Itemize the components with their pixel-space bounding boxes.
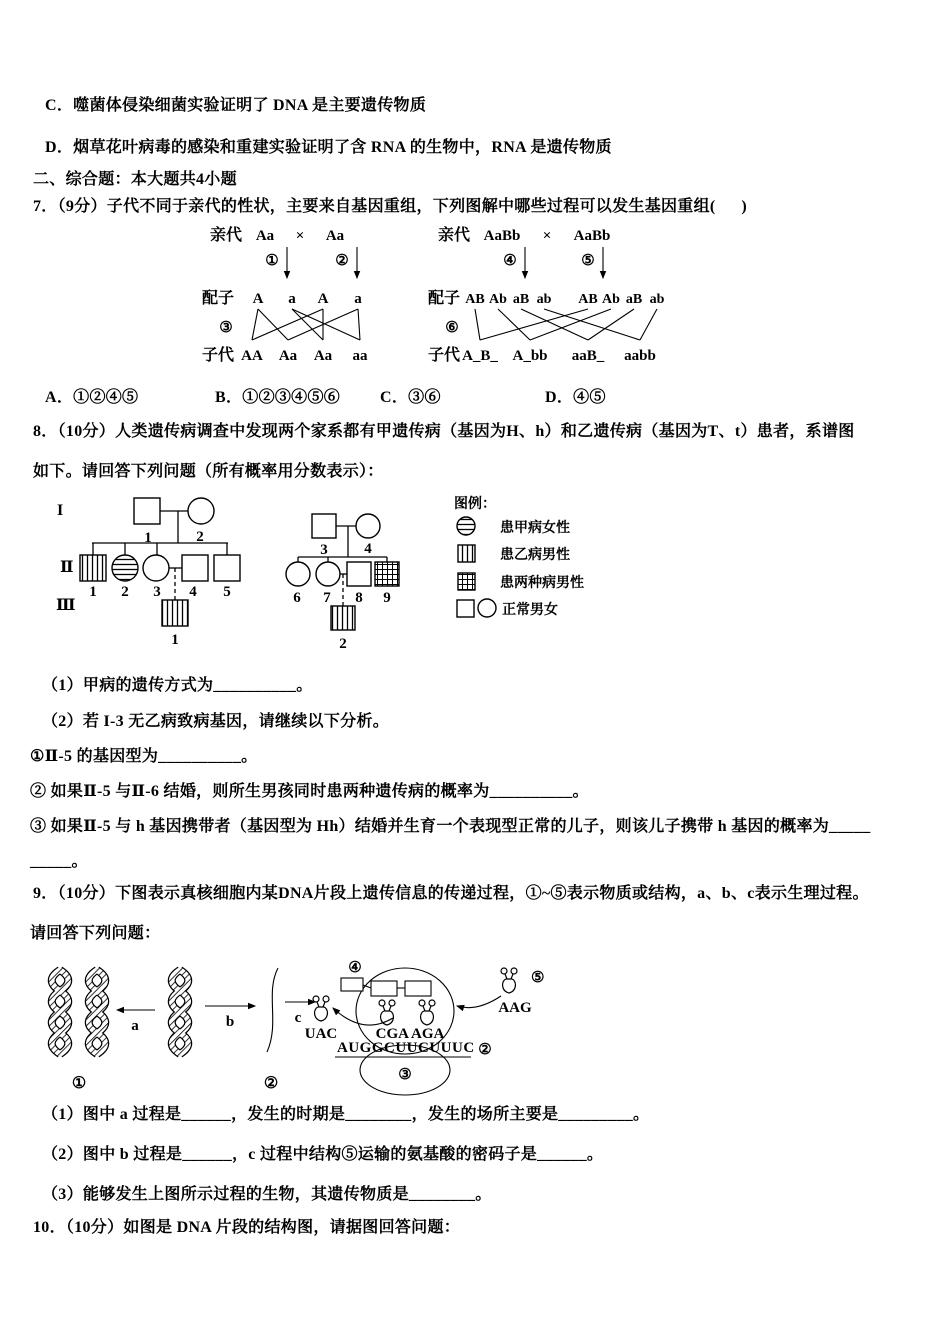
- q10-stem: 10．（10分）如图是 DNA 片段的结构图，请据图回答问题：: [33, 1219, 461, 1236]
- q6-option-d: D．烟草花叶病毒的感染和重建实验证明了含 RNA 的生物中，RNA 是遗传物质: [45, 139, 612, 156]
- num-II8: 8: [355, 590, 363, 606]
- pedigree-male-III2-affected-b: [331, 606, 355, 630]
- right-parent-2: AaBb: [573, 228, 611, 244]
- circled-1: ①: [265, 253, 279, 269]
- right-gamete-4: ab: [536, 292, 552, 307]
- dna-helix-copy-2: [89, 970, 106, 1054]
- num-II3: 3: [153, 584, 161, 600]
- legend-item-2: 患乙病男性: [500, 548, 570, 563]
- mrna-strand-curve: [267, 968, 278, 1052]
- num-II4: 4: [189, 584, 197, 600]
- legend-item-3: 患两种病男性: [500, 576, 584, 591]
- right-offspring-row-label: 子代: [428, 347, 461, 364]
- left-offspring-row-label: 子代: [202, 347, 235, 364]
- legend-item-1: 患甲病女性: [500, 521, 570, 536]
- pedigree-female-II3: [143, 555, 169, 581]
- uac-anticodon-label: UAC: [304, 1026, 338, 1042]
- right-gamete-8: ab: [649, 292, 665, 307]
- section-header: 二、综合题：本大题共4小题: [33, 171, 237, 188]
- circled-2-mrna: ②: [263, 1075, 279, 1092]
- circled-4: ④: [503, 253, 517, 269]
- left-offspring-2: Aa: [278, 348, 298, 364]
- num-I2: 2: [196, 529, 204, 545]
- right-gamete-row-label: 配子: [428, 290, 461, 307]
- trna-aga-icon: [419, 1000, 435, 1025]
- times-sign-left: ×: [295, 228, 305, 244]
- left-gamete-1: A: [252, 291, 264, 307]
- circled-2: ②: [335, 253, 349, 269]
- num-II2: 2: [121, 584, 129, 600]
- circled-4-polypeptide: ④: [348, 960, 362, 976]
- right-offspring-1: A_B_: [462, 348, 498, 364]
- q7-option-b: B．①②③④⑤⑥: [215, 389, 341, 406]
- aag-anticodon-label: AAG: [498, 1000, 532, 1016]
- q9-stem-line1: 9．（10分）下图表示真核细胞内某DNA片段上遗传信息的传递过程，①~⑤表示物质或结构，a、b、c表示生理过程。: [33, 885, 869, 902]
- circled-6: ⑥: [445, 320, 459, 336]
- q7-option-d: D．④⑤: [545, 389, 606, 406]
- incoming-trna-arrow: [457, 996, 501, 1008]
- pedigree-female-II6: [286, 562, 310, 586]
- q7-cross-diagram: [180, 222, 880, 374]
- q7-option-c: C．③⑥: [380, 389, 441, 406]
- num-I3: 3: [320, 542, 328, 558]
- q8-sub1: （1）甲病的遗传方式为__________。: [42, 677, 313, 694]
- pedigree-legend: [454, 495, 584, 618]
- dna-helix-template: [172, 970, 189, 1054]
- mrna-sequence: AUGGCUUCUUUC: [337, 1040, 475, 1056]
- left-gamete-3: A: [317, 291, 329, 307]
- q7-option-a: A．①②④⑤: [45, 389, 139, 406]
- right-parent-row-label: 亲代: [438, 227, 471, 244]
- legend-title: 图例：: [454, 497, 496, 512]
- pedigree-male-III1-affected-b: [162, 600, 188, 626]
- right-gamete-1: AB: [465, 292, 485, 307]
- legend-item-4: 正常男女: [502, 603, 558, 618]
- left-parent-2: Aa: [325, 228, 345, 244]
- q7-stem: 7．（9分）子代不同于亲代的性状，主要来自基因重组，下列图解中哪些过程可以发生基因重组( ): [33, 198, 747, 215]
- right-gamete-6: Ab: [602, 292, 620, 307]
- process-a-label: a: [131, 1018, 139, 1034]
- right-offspring-2: A_bb: [512, 348, 548, 364]
- pedigree-male-I1: [134, 498, 160, 524]
- q7-options-row: [0, 388, 950, 410]
- left-gamete-row-label: 配子: [202, 290, 235, 307]
- dna-helix-copy-1: [52, 970, 69, 1054]
- q8-sub2: （2）若 I-3 无乙病致病基因，请继续以下分析。: [42, 713, 390, 730]
- right-offspring-3: aaB_: [571, 348, 605, 364]
- right-parent-1: AaBb: [483, 228, 521, 244]
- right-offspring-4: aabb: [624, 348, 656, 364]
- times-sign-right: ×: [542, 228, 552, 244]
- num-II6: 6: [293, 590, 301, 606]
- num-III2: 2: [339, 636, 347, 652]
- left-family: [80, 498, 240, 648]
- legend-circle-hstripe-icon: [457, 517, 475, 535]
- left-cross-lines: [252, 309, 360, 340]
- trna-aag-icon: [501, 968, 517, 993]
- q8-stem-line1: 8．（10分）人类遗传病调查中发现两个家系都有甲遗传病（基因为H、h）和乙遗传病（基因为T、t）患者，系谱图: [33, 423, 855, 440]
- q8-pedigree-chart: [30, 492, 750, 652]
- pedigree-male-I3: [312, 514, 336, 538]
- pedigree-female-I4: [356, 514, 380, 538]
- pedigree-male-II1-affected-b: [80, 555, 106, 581]
- legend-circle-normal-icon: [478, 599, 496, 617]
- right-gamete-2: Ab: [489, 292, 507, 307]
- num-II1: 1: [89, 584, 97, 600]
- num-II9: 9: [383, 590, 391, 606]
- process-b-label: b: [225, 1014, 235, 1030]
- pedigree-male-II8: [347, 562, 371, 586]
- circled-2-after-mrna: ②: [478, 1042, 492, 1058]
- left-gamete-2: a: [288, 291, 296, 307]
- circled-3: ③: [219, 320, 233, 336]
- num-I1: 1: [144, 530, 152, 546]
- right-cross-lines: [475, 309, 657, 340]
- circled-1-dna: ①: [71, 1075, 87, 1092]
- q8-stem-line2: 如下。请回答下列问题（所有概率用分数表示）：: [33, 463, 384, 480]
- q9-stem-line2: 请回答下列问题：: [30, 925, 161, 942]
- q8-sub2-3a: ③ 如果Ⅱ-5 与 h 基因携带者（基因型为 Hh）结婚并生育一个表现型正常的儿子，则该儿子携带 h 基因的概率为_____: [30, 818, 871, 835]
- legend-square-grid-icon: [458, 573, 475, 590]
- legend-square-normal-icon: [457, 600, 474, 617]
- anticodons-label: CGA AGA: [375, 1026, 445, 1042]
- left-offspring-1: AA: [241, 348, 263, 364]
- pedigree-male-II4: [182, 555, 208, 581]
- pedigree-male-II5: [214, 555, 240, 581]
- left-gamete-4: a: [354, 291, 362, 307]
- q6-option-c: C．噬菌体侵染细菌实验证明了 DNA 是主要遗传物质: [45, 97, 427, 114]
- legend-square-vstripe-icon: [458, 545, 475, 562]
- gen-label-3: Ⅲ: [56, 597, 76, 614]
- left-offspring-3: Aa: [313, 348, 333, 364]
- circled-5-trna: ⑤: [531, 970, 545, 986]
- trna-uac-icon: [313, 996, 329, 1021]
- gen-label-1: I: [57, 502, 64, 519]
- gen-label-2: Ⅱ: [60, 559, 74, 576]
- pedigree-female-II7: [316, 562, 340, 586]
- right-gamete-5: AB: [578, 292, 598, 307]
- left-parent-row-label: 亲代: [210, 227, 243, 244]
- q8-sub2-3b: _____。: [30, 853, 88, 870]
- q8-sub2-1: ①Ⅱ-5 的基因型为__________。: [30, 748, 258, 765]
- process-c-label: c: [294, 1010, 302, 1026]
- q9-sub3: （3）能够发生上图所示过程的生物，其遗传物质是________。: [42, 1186, 492, 1203]
- q9-sub2: （2）图中 b 过程是______，c 过程中结构⑤运输的氨基酸的密码子是______。: [42, 1146, 604, 1163]
- right-gamete-7: aB: [625, 292, 643, 307]
- q8-sub2-2: ② 如果Ⅱ-5 与Ⅱ-6 结婚，则所生男孩同时患两种遗传病的概率为__________。: [30, 783, 589, 800]
- num-II5: 5: [223, 584, 231, 600]
- num-I4: 4: [364, 541, 372, 557]
- num-II7: 7: [323, 590, 331, 606]
- q9-sub1: （1）图中 a 过程是______，发生的时期是________，发生的场所主要是_________。: [42, 1106, 650, 1123]
- pedigree-male-II9-affected-both: [375, 562, 399, 586]
- right-family: [286, 514, 399, 652]
- right-gamete-3: aB: [512, 292, 530, 307]
- circled-5: ⑤: [581, 253, 595, 269]
- pedigree-female-II2-affected-a: [112, 555, 138, 581]
- num-III1: 1: [171, 632, 179, 648]
- polypeptide-chain: [341, 978, 431, 996]
- pedigree-female-I2: [188, 498, 214, 524]
- q9-central-dogma-diagram: [15, 948, 575, 1100]
- left-offspring-4: aa: [352, 348, 368, 364]
- left-parent-1: Aa: [255, 228, 275, 244]
- circled-3-small-subunit: ③: [398, 1067, 412, 1083]
